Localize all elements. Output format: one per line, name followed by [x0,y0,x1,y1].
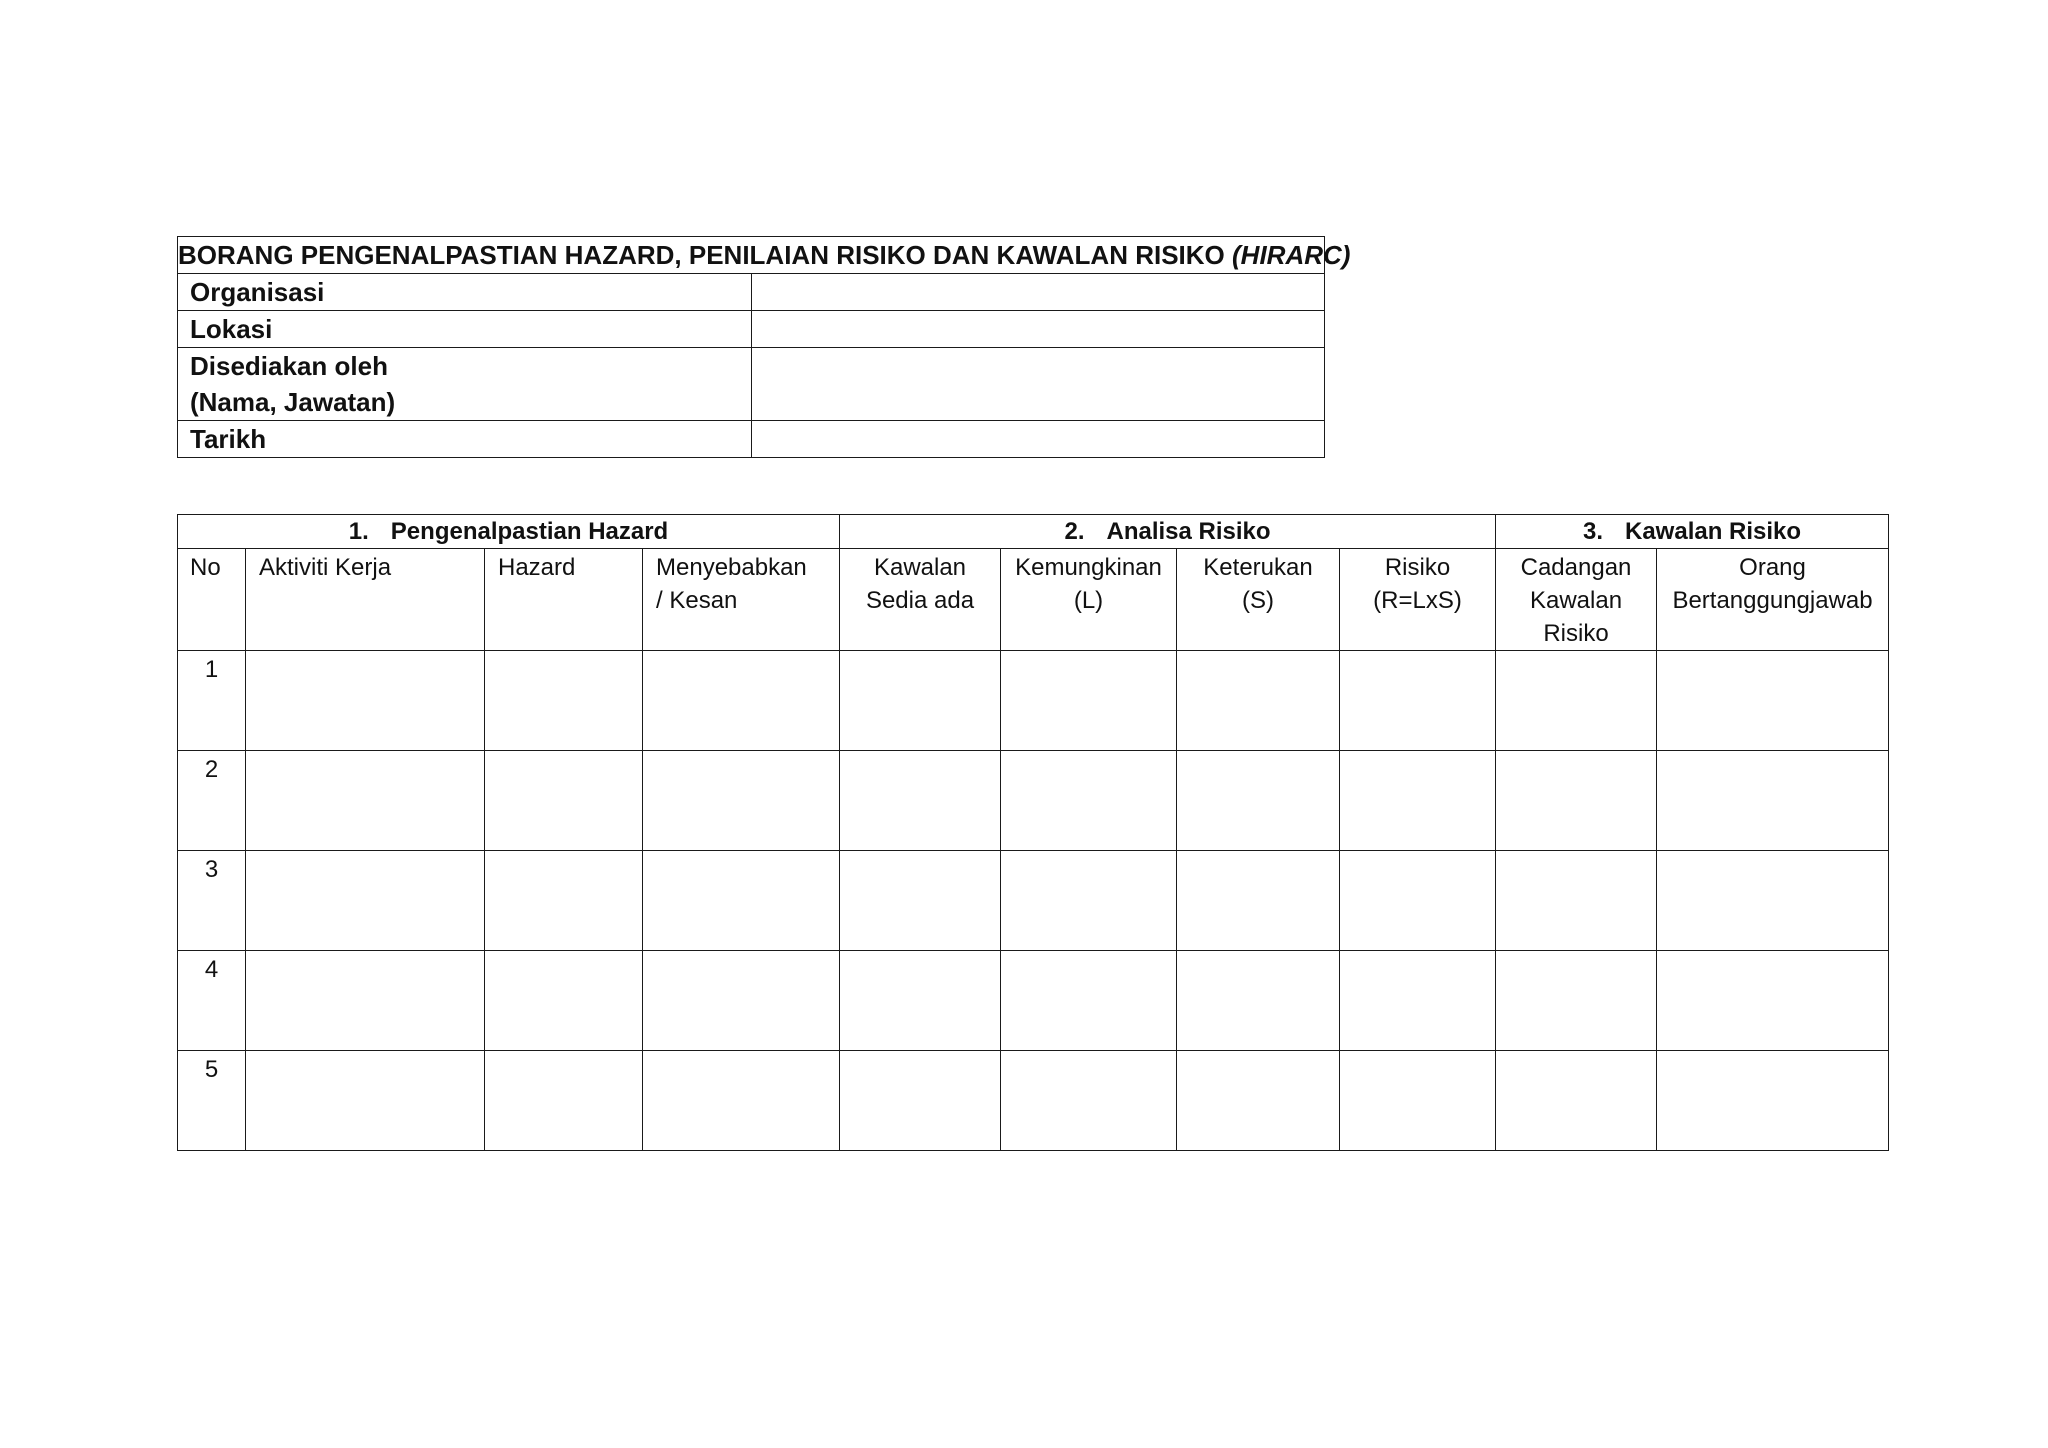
section-number: 1. [348,517,369,545]
info-label-text: Disediakan oleh [190,351,388,381]
info-row-organisasi [178,274,1325,311]
form-title [178,237,1351,274]
column-header-text: (R=LxS) [1373,587,1462,614]
kemungkinan-cell[interactable] [1001,651,1177,751]
info-label [178,311,752,348]
section-kawalan-risiko [1496,515,1889,549]
section-title: Kawalan Risiko [1625,517,1802,545]
info-label-text: Tarikh [190,424,267,454]
cadangan-kawalan-risiko-cell[interactable] [1496,651,1657,751]
table-row [178,951,1889,1051]
hazard-cell[interactable] [485,651,643,751]
menyebabkan-kesan-cell[interactable] [643,951,840,1051]
menyebabkan-kesan-cell[interactable] [643,751,840,851]
kemungkinan-cell[interactable] [1001,1051,1177,1151]
aktiviti-kerja-cell[interactable] [246,1051,485,1151]
tarikh-field[interactable] [751,421,1325,458]
keterukan-cell[interactable] [1177,751,1340,851]
column-header-hazard [485,549,643,651]
kemungkinan-cell[interactable] [1001,951,1177,1051]
organisasi-field[interactable] [751,274,1325,311]
hazard-cell[interactable] [485,851,643,951]
cadangan-kawalan-risiko-cell[interactable] [1496,851,1657,951]
column-header-text: Cadangan [1520,554,1632,581]
column-header-text: No [190,554,221,581]
orang-bertanggungjawab-cell[interactable] [1657,951,1889,1051]
cadangan-kawalan-risiko-cell[interactable] [1496,1051,1657,1151]
menyebabkan-kesan-cell[interactable] [643,851,840,951]
column-header-text: Kemungkinan [1015,554,1162,581]
section-number: 2. [1064,517,1085,545]
hazard-cell[interactable] [485,1051,643,1151]
orang-bertanggungjawab-cell[interactable] [1657,651,1889,751]
info-label-text: Lokasi [190,314,273,344]
kawalan-sedia-ada-cell[interactable] [840,1051,1001,1151]
table-row [178,1051,1889,1151]
row-number: 2 [178,751,246,851]
section-title: Analisa Risiko [1106,517,1271,545]
table-row [178,651,1889,751]
orang-bertanggungjawab-cell[interactable] [1657,1051,1889,1151]
kawalan-sedia-ada-cell[interactable] [840,651,1001,751]
column-header-text: Aktiviti Kerja [259,554,392,581]
info-label [178,274,752,311]
info-row-disediakan-oleh [178,348,1325,421]
aktiviti-kerja-cell[interactable] [246,751,485,851]
menyebabkan-kesan-cell[interactable] [643,651,840,751]
hazard-cell[interactable] [485,951,643,1051]
table-row [178,851,1889,951]
column-header-text: Hazard [498,554,576,581]
kawalan-sedia-ada-cell[interactable] [840,751,1001,851]
kemungkinan-cell[interactable] [1001,851,1177,951]
orang-bertanggungjawab-cell[interactable] [1657,851,1889,951]
column-header-text: Orang [1739,554,1806,581]
section-analisa-risiko [840,515,1496,549]
column-header-kawalan-sedia-ada [840,549,1001,651]
table-row [178,751,1889,851]
keterukan-cell[interactable] [1177,851,1340,951]
info-label [178,421,752,458]
hazard-cell[interactable] [485,751,643,851]
column-header-risiko [1340,549,1496,651]
column-header-text: (L) [1073,587,1104,614]
section-title: Pengenalpastian Hazard [390,517,669,545]
menyebabkan-kesan-cell[interactable] [643,1051,840,1151]
column-header-menyebabkan-kesan [643,549,840,651]
risiko-cell[interactable] [1340,1051,1496,1151]
form-title-text: BORANG PENGENALPASTIAN HAZARD, PENILAIAN RISIKO DAN KAWALAN RISIKO [178,239,1225,270]
column-header-text: Menyebabkan [656,554,807,581]
column-header-text: Risiko [1543,620,1609,647]
form-title-abbr: (HIRARC) [1232,239,1351,270]
column-header-no [178,549,246,651]
row-number: 5 [178,1051,246,1151]
kawalan-sedia-ada-cell[interactable] [840,851,1001,951]
info-label-text-sub: (Nama, Jawatan) [190,387,396,417]
risiko-cell[interactable] [1340,851,1496,951]
column-header-text: Keterukan [1203,554,1313,581]
cadangan-kawalan-risiko-cell[interactable] [1496,951,1657,1051]
risiko-cell[interactable] [1340,951,1496,1051]
column-header-text: Kawalan [1529,587,1623,614]
column-header-text: / Kesan [656,587,738,614]
row-number: 4 [178,951,246,1051]
column-header-text: Bertanggungjawab [1672,587,1873,614]
aktiviti-kerja-cell[interactable] [246,951,485,1051]
section-number: 3. [1582,517,1603,545]
column-header-text: Risiko [1384,554,1451,581]
column-header-aktiviti-kerja [246,549,485,651]
risiko-cell[interactable] [1340,751,1496,851]
column-header-text: Sedia ada [865,587,975,614]
section-pengenalpastian-hazard [178,515,840,549]
lokasi-field[interactable] [751,311,1325,348]
kemungkinan-cell[interactable] [1001,751,1177,851]
info-row-tarikh [178,421,1325,458]
keterukan-cell[interactable] [1177,1051,1340,1151]
hirarc-table [177,514,1889,1151]
column-header-text: Kawalan [873,554,967,581]
info-label-text: Organisasi [190,277,325,307]
row-number: 3 [178,851,246,951]
aktiviti-kerja-cell[interactable] [246,851,485,951]
orang-bertanggungjawab-cell[interactable] [1657,751,1889,851]
hirarc-info-form [177,236,1351,458]
section-header-row [178,515,1889,549]
keterukan-cell[interactable] [1177,951,1340,1051]
column-header-row [178,549,1889,651]
keterukan-cell[interactable] [1177,651,1340,751]
column-header-cadangan-kawalan-risiko [1496,549,1657,651]
info-label [178,348,752,421]
disediakan-oleh-field[interactable] [751,348,1325,421]
column-header-orang-bertanggungjawab [1657,549,1889,651]
row-number: 1 [178,651,246,751]
column-header-kemungkinan [1001,549,1177,651]
info-row-lokasi [178,311,1325,348]
column-header-keterukan [1177,549,1340,651]
risiko-cell[interactable] [1340,651,1496,751]
column-header-text: (S) [1242,587,1274,614]
kawalan-sedia-ada-cell[interactable] [840,951,1001,1051]
cadangan-kawalan-risiko-cell[interactable] [1496,751,1657,851]
aktiviti-kerja-cell[interactable] [246,651,485,751]
